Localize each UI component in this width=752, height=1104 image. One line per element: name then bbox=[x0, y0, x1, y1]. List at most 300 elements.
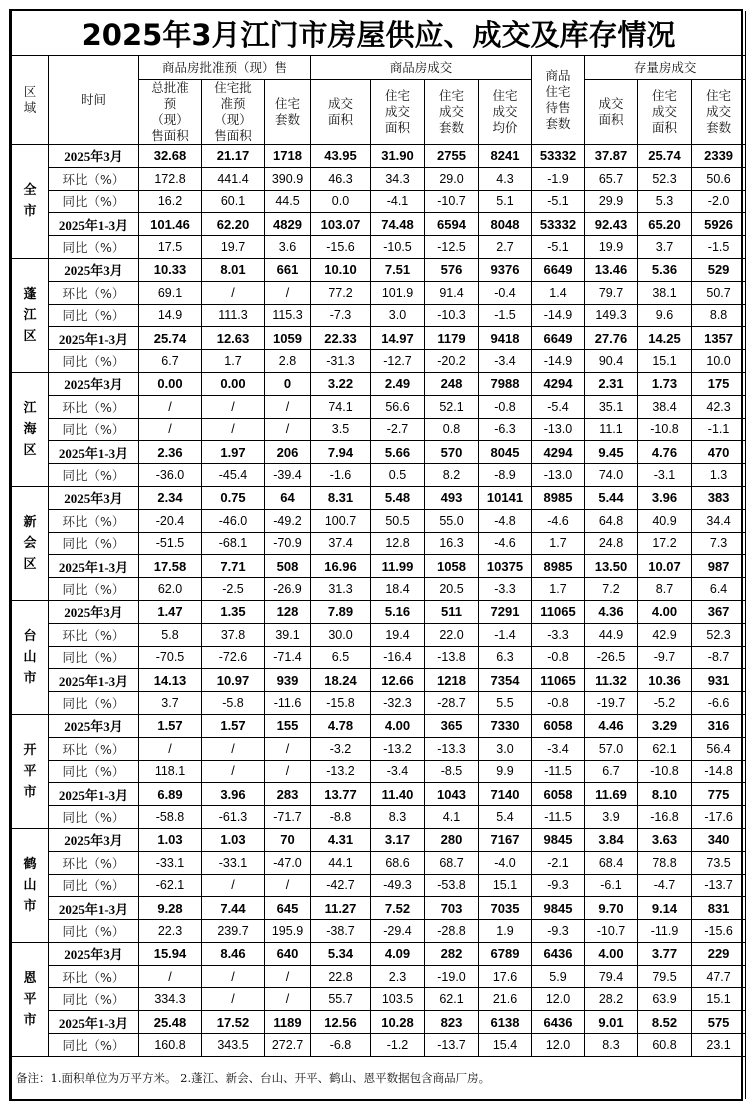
data-cell: 42.3 bbox=[692, 395, 746, 418]
column-header bbox=[202, 80, 265, 145]
row-label: 环比（%） bbox=[49, 281, 139, 304]
data-cell: / bbox=[139, 418, 202, 441]
data-cell: 1.97 bbox=[202, 441, 265, 464]
header-region bbox=[12, 56, 49, 145]
row-label: 同比（%） bbox=[49, 874, 139, 897]
data-cell: 14.97 bbox=[371, 327, 425, 350]
header-group-approval: 商品房批准预（现）售 bbox=[139, 56, 311, 80]
data-cell: 3.9 bbox=[585, 806, 638, 829]
data-cell: 0.75 bbox=[202, 486, 265, 509]
data-cell: -19.0 bbox=[425, 965, 479, 988]
table-row bbox=[12, 395, 746, 418]
data-cell: -12.7 bbox=[371, 350, 425, 373]
data-cell: 2.34 bbox=[139, 486, 202, 509]
data-cell: 17.52 bbox=[202, 1011, 265, 1034]
table-row bbox=[12, 828, 746, 851]
data-cell: 68.7 bbox=[425, 851, 479, 874]
data-cell: 0.00 bbox=[202, 372, 265, 395]
data-cell: / bbox=[265, 395, 311, 418]
data-cell: -5.2 bbox=[638, 692, 692, 715]
data-cell: 1179 bbox=[425, 327, 479, 350]
data-cell: 16.96 bbox=[311, 555, 371, 578]
data-cell: 831 bbox=[692, 897, 746, 920]
row-label: 同比（%） bbox=[49, 532, 139, 555]
row-label: 同比（%） bbox=[49, 1034, 139, 1057]
data-cell: 11.99 bbox=[371, 555, 425, 578]
data-cell: 8.2 bbox=[425, 464, 479, 487]
data-cell: 0.8 bbox=[425, 418, 479, 441]
data-cell: -4.0 bbox=[479, 851, 532, 874]
data-cell: -3.4 bbox=[371, 760, 425, 783]
data-cell: 46.3 bbox=[311, 167, 371, 190]
data-cell: 17.2 bbox=[638, 532, 692, 555]
data-cell: -3.4 bbox=[479, 350, 532, 373]
data-cell: -19.7 bbox=[585, 692, 638, 715]
data-cell: 25.74 bbox=[638, 145, 692, 168]
header-time: 时间 bbox=[49, 56, 139, 145]
data-cell: 775 bbox=[692, 783, 746, 806]
data-cell: 9418 bbox=[479, 327, 532, 350]
data-cell: 52.1 bbox=[425, 395, 479, 418]
data-cell: 14.25 bbox=[638, 327, 692, 350]
data-cell: 5.48 bbox=[371, 486, 425, 509]
row-label: 环比（%） bbox=[49, 851, 139, 874]
data-cell: -1.1 bbox=[692, 418, 746, 441]
table-row bbox=[12, 692, 746, 715]
column-header-label: 住宅成交面积 bbox=[652, 88, 678, 135]
data-cell: 68.4 bbox=[585, 851, 638, 874]
data-cell: 3.22 bbox=[311, 372, 371, 395]
table-row bbox=[12, 965, 746, 988]
data-cell: 19.4 bbox=[371, 623, 425, 646]
data-cell: -8.7 bbox=[692, 646, 746, 669]
data-cell: 13.50 bbox=[585, 555, 638, 578]
data-cell: 27.76 bbox=[585, 327, 638, 350]
row-label: 环比（%） bbox=[49, 167, 139, 190]
data-cell: -9.7 bbox=[638, 646, 692, 669]
data-cell: 62.1 bbox=[638, 737, 692, 760]
table-row bbox=[12, 464, 746, 487]
data-cell: -2.0 bbox=[692, 190, 746, 213]
data-cell: 11.32 bbox=[585, 669, 638, 692]
data-cell: 3.0 bbox=[371, 304, 425, 327]
data-cell: 283 bbox=[265, 783, 311, 806]
table-row bbox=[12, 623, 746, 646]
data-cell: 4.76 bbox=[638, 441, 692, 464]
table-row bbox=[12, 167, 746, 190]
data-cell: -33.1 bbox=[139, 851, 202, 874]
data-cell: 823 bbox=[425, 1011, 479, 1034]
data-cell: -10.7 bbox=[585, 920, 638, 943]
data-cell: 9.01 bbox=[585, 1011, 638, 1034]
data-cell: 4294 bbox=[532, 372, 585, 395]
data-cell: 7035 bbox=[479, 897, 532, 920]
data-cell: -0.8 bbox=[532, 692, 585, 715]
data-cell: 195.9 bbox=[265, 920, 311, 943]
table-row bbox=[12, 509, 746, 532]
data-cell: -11.5 bbox=[532, 760, 585, 783]
data-cell: 4.00 bbox=[585, 942, 638, 965]
data-cell: -13.0 bbox=[532, 418, 585, 441]
table-row bbox=[12, 920, 746, 943]
data-cell: 7.94 bbox=[311, 441, 371, 464]
data-cell: 8.01 bbox=[202, 258, 265, 281]
data-cell: / bbox=[265, 418, 311, 441]
table-row bbox=[12, 669, 746, 692]
data-cell: 10.33 bbox=[139, 258, 202, 281]
data-cell: -29.4 bbox=[371, 920, 425, 943]
data-cell: -5.1 bbox=[532, 236, 585, 259]
data-cell: 63.9 bbox=[638, 988, 692, 1011]
data-cell: 1718 bbox=[265, 145, 311, 168]
row-label: 2025年3月 bbox=[49, 372, 139, 395]
data-cell: 21.6 bbox=[479, 988, 532, 1011]
data-cell: -3.2 bbox=[311, 737, 371, 760]
data-cell: 6138 bbox=[479, 1011, 532, 1034]
data-cell: 22.33 bbox=[311, 327, 371, 350]
data-cell: 29.0 bbox=[425, 167, 479, 190]
data-cell: 100.7 bbox=[311, 509, 371, 532]
data-cell: 53332 bbox=[532, 213, 585, 236]
data-cell: -0.8 bbox=[532, 646, 585, 669]
data-cell: -1.5 bbox=[692, 236, 746, 259]
data-cell: 470 bbox=[692, 441, 746, 464]
data-cell: 9.28 bbox=[139, 897, 202, 920]
data-cell: 50.6 bbox=[692, 167, 746, 190]
data-cell: 18.4 bbox=[371, 578, 425, 601]
table-row bbox=[12, 213, 746, 236]
data-cell: 7988 bbox=[479, 372, 532, 395]
data-cell: -4.6 bbox=[532, 509, 585, 532]
data-cell: 53332 bbox=[532, 145, 585, 168]
data-cell: 280 bbox=[425, 828, 479, 851]
data-cell: 62.20 bbox=[202, 213, 265, 236]
data-cell: 6.3 bbox=[479, 646, 532, 669]
data-cell: -6.1 bbox=[585, 874, 638, 897]
data-cell: -28.8 bbox=[425, 920, 479, 943]
data-cell: 661 bbox=[265, 258, 311, 281]
data-cell: / bbox=[265, 874, 311, 897]
data-cell: 1.03 bbox=[139, 828, 202, 851]
data-cell: 8985 bbox=[532, 555, 585, 578]
data-cell: 50.5 bbox=[371, 509, 425, 532]
data-cell: / bbox=[202, 281, 265, 304]
data-cell: / bbox=[265, 988, 311, 1011]
data-cell: -10.8 bbox=[638, 760, 692, 783]
data-cell: 55.7 bbox=[311, 988, 371, 1011]
data-cell: 1.47 bbox=[139, 600, 202, 623]
data-cell: 987 bbox=[692, 555, 746, 578]
data-cell: 38.1 bbox=[638, 281, 692, 304]
row-label: 同比（%） bbox=[49, 418, 139, 441]
data-cell: 1.7 bbox=[532, 532, 585, 555]
table-row bbox=[12, 851, 746, 874]
data-cell: 7291 bbox=[479, 600, 532, 623]
data-cell: -11.6 bbox=[265, 692, 311, 715]
region-name: 台山市 bbox=[23, 628, 37, 686]
data-cell: 9.45 bbox=[585, 441, 638, 464]
data-cell: -11.5 bbox=[532, 806, 585, 829]
data-cell: 931 bbox=[692, 669, 746, 692]
data-cell: -9.3 bbox=[532, 874, 585, 897]
data-cell: 1.35 bbox=[202, 600, 265, 623]
data-cell: -20.4 bbox=[139, 509, 202, 532]
data-cell: -20.2 bbox=[425, 350, 479, 373]
data-cell: 5.44 bbox=[585, 486, 638, 509]
region-cell bbox=[12, 145, 49, 259]
data-cell: -71.4 bbox=[265, 646, 311, 669]
data-cell: -3.1 bbox=[638, 464, 692, 487]
data-cell: 5926 bbox=[692, 213, 746, 236]
column-header bbox=[311, 80, 371, 145]
data-cell: -15.6 bbox=[311, 236, 371, 259]
data-cell: 6.5 bbox=[311, 646, 371, 669]
row-label: 同比（%） bbox=[49, 350, 139, 373]
data-cell: -31.3 bbox=[311, 350, 371, 373]
data-cell: 4.78 bbox=[311, 714, 371, 737]
data-cell: 11065 bbox=[532, 600, 585, 623]
data-cell: 206 bbox=[265, 441, 311, 464]
data-cell: 6.4 bbox=[692, 578, 746, 601]
table-row bbox=[12, 327, 746, 350]
data-cell: -10.8 bbox=[638, 418, 692, 441]
data-cell: -33.1 bbox=[202, 851, 265, 874]
data-cell: 23.1 bbox=[692, 1034, 746, 1057]
data-cell: -38.7 bbox=[311, 920, 371, 943]
table-row bbox=[12, 532, 746, 555]
data-cell: -36.0 bbox=[139, 464, 202, 487]
data-cell: 11065 bbox=[532, 669, 585, 692]
column-header-label: 住宅成交均价 bbox=[492, 88, 518, 135]
data-cell: 22.3 bbox=[139, 920, 202, 943]
table-row bbox=[12, 783, 746, 806]
data-cell: 511 bbox=[425, 600, 479, 623]
data-cell: 7.52 bbox=[371, 897, 425, 920]
data-cell: 5.5 bbox=[479, 692, 532, 715]
data-cell: 12.63 bbox=[202, 327, 265, 350]
data-cell: -32.3 bbox=[371, 692, 425, 715]
data-cell: 1.03 bbox=[202, 828, 265, 851]
data-cell: 5.16 bbox=[371, 600, 425, 623]
data-cell: 0.00 bbox=[139, 372, 202, 395]
row-label: 2025年1-3月 bbox=[49, 213, 139, 236]
region-cell bbox=[12, 942, 49, 1056]
data-cell: 10.0 bbox=[692, 350, 746, 373]
data-cell: 10.07 bbox=[638, 555, 692, 578]
data-cell: -39.4 bbox=[265, 464, 311, 487]
data-cell: / bbox=[265, 281, 311, 304]
data-cell: 365 bbox=[425, 714, 479, 737]
region-cell bbox=[12, 714, 49, 828]
region-cell bbox=[12, 600, 49, 714]
data-cell: 30.0 bbox=[311, 623, 371, 646]
data-cell: 65.7 bbox=[585, 167, 638, 190]
data-cell: 508 bbox=[265, 555, 311, 578]
row-label: 同比（%） bbox=[49, 304, 139, 327]
data-cell: 10.10 bbox=[311, 258, 371, 281]
data-cell: 7.89 bbox=[311, 600, 371, 623]
data-cell: 1.7 bbox=[532, 578, 585, 601]
data-cell: 16.2 bbox=[139, 190, 202, 213]
data-cell: 149.3 bbox=[585, 304, 638, 327]
data-cell: 52.3 bbox=[692, 623, 746, 646]
data-cell: 10.36 bbox=[638, 669, 692, 692]
data-cell: 8.8 bbox=[692, 304, 746, 327]
data-cell: 640 bbox=[265, 942, 311, 965]
data-cell: 645 bbox=[265, 897, 311, 920]
data-cell: -6.8 bbox=[311, 1034, 371, 1057]
column-header-label: 住宅套数 bbox=[275, 96, 301, 127]
data-cell: 4.31 bbox=[311, 828, 371, 851]
data-cell: 14.13 bbox=[139, 669, 202, 692]
data-cell: 44.1 bbox=[311, 851, 371, 874]
data-cell: 1189 bbox=[265, 1011, 311, 1034]
footnote: 备注：1.面积单位为万平方米。 2.蓬江、新会、台山、开平、鹤山、恩平数据包含商品厂房。 bbox=[12, 1056, 746, 1099]
header-group-second-hand: 存量房成交 bbox=[585, 56, 746, 80]
data-cell: 8.3 bbox=[371, 806, 425, 829]
row-label: 同比（%） bbox=[49, 190, 139, 213]
data-cell: 79.5 bbox=[638, 965, 692, 988]
region-name: 蓬江区 bbox=[23, 286, 37, 344]
data-cell: 11.69 bbox=[585, 783, 638, 806]
data-cell: -17.6 bbox=[692, 806, 746, 829]
column-header-label: 住宅成交套数 bbox=[439, 88, 465, 135]
data-cell: -13.8 bbox=[425, 646, 479, 669]
data-cell: -68.1 bbox=[202, 532, 265, 555]
table-row bbox=[12, 806, 746, 829]
data-cell: 6436 bbox=[532, 942, 585, 965]
data-cell: 0.0 bbox=[311, 190, 371, 213]
data-cell: 42.9 bbox=[638, 623, 692, 646]
data-cell: -5.1 bbox=[532, 190, 585, 213]
data-cell: 37.87 bbox=[585, 145, 638, 168]
data-cell: 9.9 bbox=[479, 760, 532, 783]
data-cell: 8048 bbox=[479, 213, 532, 236]
region-cell bbox=[12, 486, 49, 600]
data-cell: 2.31 bbox=[585, 372, 638, 395]
data-cell: 34.4 bbox=[692, 509, 746, 532]
data-cell: 7140 bbox=[479, 783, 532, 806]
data-cell: / bbox=[139, 395, 202, 418]
data-cell: 334.3 bbox=[139, 988, 202, 1011]
data-cell: 20.5 bbox=[425, 578, 479, 601]
data-cell: 1.3 bbox=[692, 464, 746, 487]
data-cell: -62.1 bbox=[139, 874, 202, 897]
data-cell: 64.8 bbox=[585, 509, 638, 532]
data-cell: 55.0 bbox=[425, 509, 479, 532]
data-cell: -2.1 bbox=[532, 851, 585, 874]
table-row bbox=[12, 714, 746, 737]
column-header bbox=[585, 80, 638, 145]
data-cell: -6.3 bbox=[479, 418, 532, 441]
data-cell: 1043 bbox=[425, 783, 479, 806]
data-cell: 15.1 bbox=[479, 874, 532, 897]
data-cell: -1.9 bbox=[532, 167, 585, 190]
data-cell: 0.5 bbox=[371, 464, 425, 487]
data-cell: 70 bbox=[265, 828, 311, 851]
data-cell: -1.6 bbox=[311, 464, 371, 487]
data-cell: / bbox=[265, 737, 311, 760]
row-label: 同比（%） bbox=[49, 464, 139, 487]
data-cell: 6594 bbox=[425, 213, 479, 236]
data-cell: -4.6 bbox=[479, 532, 532, 555]
data-cell: 8045 bbox=[479, 441, 532, 464]
data-cell: 7354 bbox=[479, 669, 532, 692]
table-row bbox=[12, 555, 746, 578]
row-label: 环比（%） bbox=[49, 509, 139, 532]
data-cell: 14.9 bbox=[139, 304, 202, 327]
data-cell: 29.9 bbox=[585, 190, 638, 213]
data-cell: 8241 bbox=[479, 145, 532, 168]
row-label: 2025年1-3月 bbox=[49, 1011, 139, 1034]
data-cell: 101.46 bbox=[139, 213, 202, 236]
header-inventory-label: 商品住宅待售套数 bbox=[545, 68, 571, 131]
data-cell: -4.1 bbox=[371, 190, 425, 213]
data-cell: 7.3 bbox=[692, 532, 746, 555]
table-row bbox=[12, 190, 746, 213]
data-cell: -26.9 bbox=[265, 578, 311, 601]
data-cell: 101.9 bbox=[371, 281, 425, 304]
data-cell: -15.8 bbox=[311, 692, 371, 715]
data-cell: 65.20 bbox=[638, 213, 692, 236]
data-cell: 4.00 bbox=[371, 714, 425, 737]
data-cell: 1.57 bbox=[139, 714, 202, 737]
region-cell bbox=[12, 828, 49, 942]
data-cell: 22.0 bbox=[425, 623, 479, 646]
data-cell: 7.51 bbox=[371, 258, 425, 281]
data-cell: 15.94 bbox=[139, 942, 202, 965]
data-cell: 44.5 bbox=[265, 190, 311, 213]
data-cell: 39.1 bbox=[265, 623, 311, 646]
row-label: 2025年1-3月 bbox=[49, 555, 139, 578]
row-label: 2025年3月 bbox=[49, 486, 139, 509]
housing-report-sheet bbox=[9, 9, 743, 1101]
data-cell: 172.8 bbox=[139, 167, 202, 190]
data-cell: 239.7 bbox=[202, 920, 265, 943]
data-cell: 570 bbox=[425, 441, 479, 464]
data-cell: 74.48 bbox=[371, 213, 425, 236]
data-cell: -58.8 bbox=[139, 806, 202, 829]
data-cell: 6436 bbox=[532, 1011, 585, 1034]
data-cell: 4829 bbox=[265, 213, 311, 236]
data-cell: 68.6 bbox=[371, 851, 425, 874]
data-cell: 62.1 bbox=[425, 988, 479, 1011]
data-cell: 3.6 bbox=[265, 236, 311, 259]
data-cell: 22.8 bbox=[311, 965, 371, 988]
data-cell: 493 bbox=[425, 486, 479, 509]
data-cell: 175 bbox=[692, 372, 746, 395]
data-cell: 3.0 bbox=[479, 737, 532, 760]
data-cell: 9.6 bbox=[638, 304, 692, 327]
data-cell: 10141 bbox=[479, 486, 532, 509]
data-cell: 12.8 bbox=[371, 532, 425, 555]
data-cell: 79.7 bbox=[585, 281, 638, 304]
region-name: 鹤山市 bbox=[23, 856, 37, 914]
data-cell: 11.27 bbox=[311, 897, 371, 920]
data-cell: -5.4 bbox=[532, 395, 585, 418]
table-row bbox=[12, 236, 746, 259]
data-cell: 2.49 bbox=[371, 372, 425, 395]
data-cell: 3.29 bbox=[638, 714, 692, 737]
data-cell: / bbox=[139, 965, 202, 988]
data-cell: 6649 bbox=[532, 327, 585, 350]
data-cell: 5.36 bbox=[638, 258, 692, 281]
data-cell: 441.4 bbox=[202, 167, 265, 190]
column-header-label: 总批准预（现）售面积 bbox=[151, 80, 189, 143]
data-cell: -13.2 bbox=[371, 737, 425, 760]
region-name: 新会区 bbox=[23, 514, 37, 572]
data-cell: 15.1 bbox=[638, 350, 692, 373]
